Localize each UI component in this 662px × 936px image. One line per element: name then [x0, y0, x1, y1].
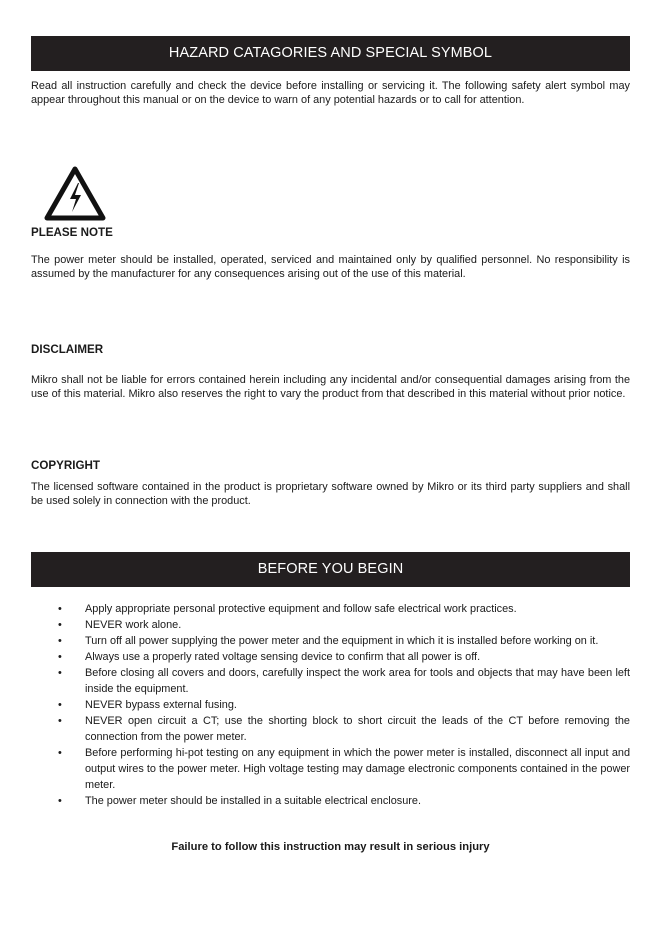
disclaimer-text: Mikro shall not be liable for errors contained herein including any incidental and/or consequential damages arising from the use of this material. Mikro also reserves the right to vary the product from that described in this material without prior notice. [31, 374, 630, 400]
please-note-heading: PLEASE NOTE [31, 226, 113, 239]
bullet-icon: • [58, 715, 62, 727]
copyright-text: The licensed software contained in the product is proprietary software owned by Mikro or its third party suppliers and shall be used solely in connection with the product. [31, 481, 630, 507]
hazard-section-title: HAZARD CATAGORIES AND SPECIAL SYMBOL [31, 36, 630, 71]
list-item: • The power meter should be installed in a suitable electrical enclosure. [58, 795, 421, 807]
bullet-icon: • [58, 667, 62, 679]
bullet-icon: • [58, 747, 62, 759]
hazard-intro: Read all instruction carefully and check the device before installing or servicing it. The following safety alert symbol may appear throughout this manual or on the device to warn of any potential hazards or to call for attention. [31, 80, 630, 106]
before-you-begin-title: BEFORE YOU BEGIN [31, 552, 630, 587]
bullet-icon: • [58, 603, 62, 615]
safety-checklist [31, 601, 630, 809]
list-item: • NEVER bypass external fusing. [58, 699, 237, 711]
bullet-icon: • [58, 699, 62, 711]
list-item: • NEVER open circuit a CT; use the shorting block to short circuit the leads of the CT before removing the connection from the power meter. [58, 715, 630, 743]
list-item: • NEVER work alone. [58, 619, 182, 631]
list-item: • Before closing all covers and doors, carefully inspect the work area for tools and objects that may have been left inside the equipment. [58, 667, 630, 695]
list-item: • Apply appropriate personal protective equipment and follow safe electrical work practices. [58, 603, 517, 615]
list-item: • Before performing hi-pot testing on any equipment in which the power meter is installed, disconnect all input and output wires to the power meter. High voltage testing may damage electronic components contained in the power meter. [58, 747, 630, 791]
electrical-hazard-triangle-icon [44, 166, 106, 222]
bullet-icon: • [58, 635, 62, 647]
bullet-icon: • [58, 795, 62, 807]
copyright-heading: COPYRIGHT [31, 459, 100, 472]
bullet-icon: • [58, 651, 62, 663]
list-item: • Turn off all power supplying the power meter and the equipment in which it is installed before working on it. [58, 635, 599, 647]
injury-warning: Failure to follow this instruction may result in serious injury [171, 841, 490, 853]
please-note-text: The power meter should be installed, operated, serviced and maintained only by qualified personnel. No responsibility is assumed by the manufacturer for any consequences arising out of the use of this material. [31, 254, 630, 280]
disclaimer-heading: DISCLAIMER [31, 343, 104, 356]
list-item: • Always use a properly rated voltage sensing device to confirm that all power is off. [58, 651, 481, 663]
bullet-icon: • [58, 619, 62, 631]
